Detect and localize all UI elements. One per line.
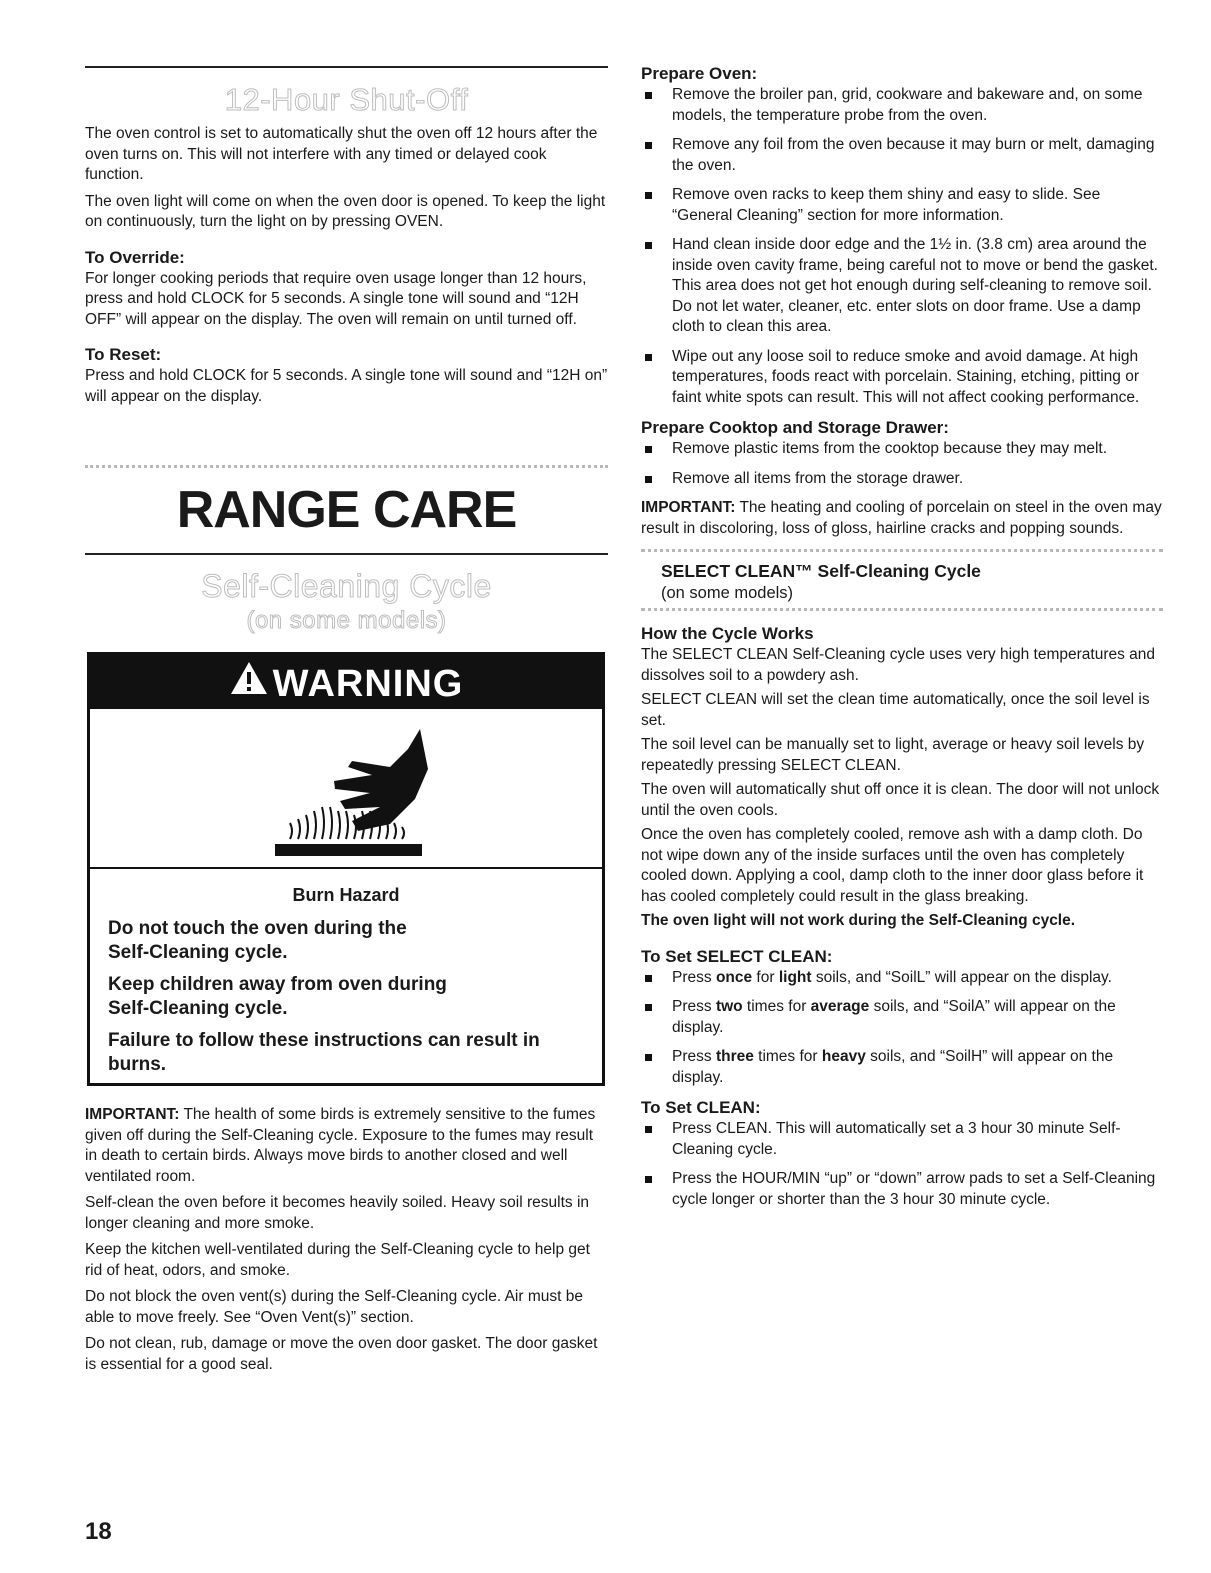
right-column <box>641 63 1163 1219</box>
warning-box <box>87 652 605 1086</box>
range-care-title: RANGE CARE <box>176 481 517 539</box>
list-item: Press the HOUR/MIN “up” or “down” arrow pads to set a Self-Cleaning cycle longer or shorter than the 3 hour 30 minute cycle. <box>641 1169 1163 1210</box>
how-paragraph-3: The soil level can be manually set to light, average or heavy soil levels by repeatedly pressing SELECT CLEAN. <box>641 736 1145 774</box>
list-item: Remove all items from the storage drawer. <box>641 469 1163 490</box>
self-clean-soil-paragraph: Self-clean the oven before it becomes heavily soiled. Heavy soil results in longer cleaning and more smoke. <box>85 1194 590 1232</box>
prepare-cooktop-list <box>641 439 1163 489</box>
shutoff-paragraph-1: The oven control is set to automatically shut the oven off 12 hours after the oven turns on. This will not interfere with any timed or delayed cook function. <box>85 125 598 183</box>
shutoff-paragraph-2: The oven light will come on when the oven door is opened. To keep the light on continuously, turn the light on by pressing OVEN. <box>85 192 606 230</box>
set-select-clean-list <box>641 968 1163 1089</box>
reset-heading: To Reset: <box>85 345 162 364</box>
hand-heat-icon <box>90 709 608 867</box>
list-item: Press once for light soils, and “SoilL” will appear on the display. <box>641 968 1163 989</box>
burn-hazard-image <box>90 709 602 869</box>
override-heading: To Override: <box>85 247 185 267</box>
shutoff-title: 12-Hour Shut-Off <box>224 82 469 117</box>
important-label: IMPORTANT: <box>85 1106 180 1123</box>
list-item: Hand clean inside door edge and the 1½ in. (3.8 cm) area around the inside oven cavity frame, being careful not to move or bend the gasket. This area does not get hot enough during self-cleaning to remove soil. Do not let water, cleaner, etc. enter slots on door frame. Use a damp cloth to clean this area. <box>641 235 1163 338</box>
warning-line-3: Failure to follow these instructions can result in burns. <box>108 1030 540 1075</box>
burn-hazard-title: Burn Hazard <box>292 885 400 905</box>
list-item: Remove the broiler pan, grid, cookware and bakeware and, on some models, the temperature probe from the oven. <box>641 85 1163 126</box>
left-lower-text <box>85 1105 608 1375</box>
how-paragraph-4: The oven will automatically shut off once it is clean. The door will not unlock until the oven cools. <box>641 781 1160 819</box>
how-cycle-works-heading: How the Cycle Works <box>641 624 814 643</box>
list-item: Wipe out any loose soil to reduce smoke and avoid damage. At high temperatures, foods react with porcelain. Staining, etching, pitting or faint white spots can result. This will not affect cooking performance. <box>641 347 1163 409</box>
ventilation-paragraph: Keep the kitchen well-ventilated during the Self-Cleaning cycle to help get rid of heat, odors, and smoke. <box>85 1241 590 1279</box>
list-item: Remove plastic items from the cooktop because they may melt. <box>641 439 1163 460</box>
reset-paragraph: Press and hold CLOCK for 5 seconds. A single tone will sound and “12H on” will appear on the display. <box>85 367 608 405</box>
how-paragraph-1: The SELECT CLEAN Self-Cleaning cycle uses very high temperatures and dissolves soil to a powdery ash. <box>641 646 1156 684</box>
birds-important-text: The health of some birds is extremely sensitive to the fumes given off during the Self-Cleaning cycle. Exposure to the fumes may result in death to certain birds. Always move birds to another closed and well ventilated room. <box>85 1106 596 1185</box>
warning-header <box>90 655 602 709</box>
list-item: Remove oven racks to keep them shiny and easy to slide. See “General Cleaning” section for more information. <box>641 185 1163 226</box>
list-item: Press three times for heavy soils, and “SoilH” will appear on the display. <box>641 1047 1163 1088</box>
select-clean-bottom-divider <box>641 608 1163 611</box>
list-item: Remove any foil from the oven because it may burn or melt, damaging the oven. <box>641 135 1163 176</box>
page-number: 18 <box>85 1518 112 1545</box>
porcelain-important-paragraph <box>641 498 1163 539</box>
important-label: IMPORTANT: <box>641 499 736 516</box>
override-paragraph: For longer cooking periods that require oven usage longer than 12 hours, press and hold CLOCK for 5 seconds. A single tone will sound and “12H OFF” will appear on the display. The oven will remain on until turned off. <box>85 269 587 328</box>
prepare-cooktop-heading: Prepare Cooktop and Storage Drawer: <box>641 418 949 437</box>
self-cleaning-title: Self-Cleaning Cycle <box>201 568 492 604</box>
warning-line-2: Keep children away from oven during Self-Cleaning cycle. <box>108 974 447 1019</box>
select-clean-title: SELECT CLEAN™ Self-Cleaning Cycle <box>661 561 981 581</box>
prepare-oven-list <box>641 85 1163 408</box>
set-select-clean-heading: To Set SELECT CLEAN: <box>641 946 833 966</box>
warning-triangle-icon <box>229 657 269 711</box>
self-cleaning-subtitle: (on some models) <box>246 607 447 634</box>
range-care-rule <box>85 553 608 555</box>
list-item: Press CLEAN. This will automatically set a 3 hour 30 minute Self-Cleaning cycle. <box>641 1119 1163 1160</box>
top-rule <box>85 66 608 68</box>
oven-light-note: The oven light will not work during the Self-Cleaning cycle. <box>641 912 1076 929</box>
set-clean-heading: To Set CLEAN: <box>641 1098 761 1117</box>
list-item: Press two times for average soils, and “SoilA” will appear on the display. <box>641 997 1163 1038</box>
set-clean-list <box>641 1119 1163 1210</box>
select-clean-top-divider <box>641 549 1163 552</box>
prepare-oven-heading: Prepare Oven: <box>641 64 758 83</box>
door-gasket-paragraph: Do not clean, rub, damage or move the oven door gasket. The door gasket is essential for a good seal. <box>85 1335 598 1373</box>
warning-line-1: Do not touch the oven during the Self-Cleaning cycle. <box>108 918 407 963</box>
porcelain-important-text: The heating and cooling of porcelain on steel in the oven may result in discoloring, loss of gloss, hairline cracks and popping sounds. <box>641 499 1162 537</box>
oven-vents-paragraph: Do not block the oven vent(s) during the Self-Cleaning cycle. Air must be able to move freely. See “Oven Vent(s)” section. <box>85 1288 583 1326</box>
warning-label: WARNING <box>272 662 464 705</box>
birds-important-paragraph <box>85 1105 608 1187</box>
select-clean-subtitle: (on some models) <box>661 584 794 602</box>
section-divider <box>85 465 608 468</box>
how-paragraph-5: Once the oven has completely cooled, remove ash with a damp cloth. Do not wipe down any of the inside surfaces until the oven has completely cooled down. Applying a cool, damp cloth to the inner door glass before it has cooled completely could result in the glass breaking. <box>641 826 1144 905</box>
how-paragraph-2: SELECT CLEAN will set the clean time automatically, once the soil level is set. <box>641 691 1150 729</box>
